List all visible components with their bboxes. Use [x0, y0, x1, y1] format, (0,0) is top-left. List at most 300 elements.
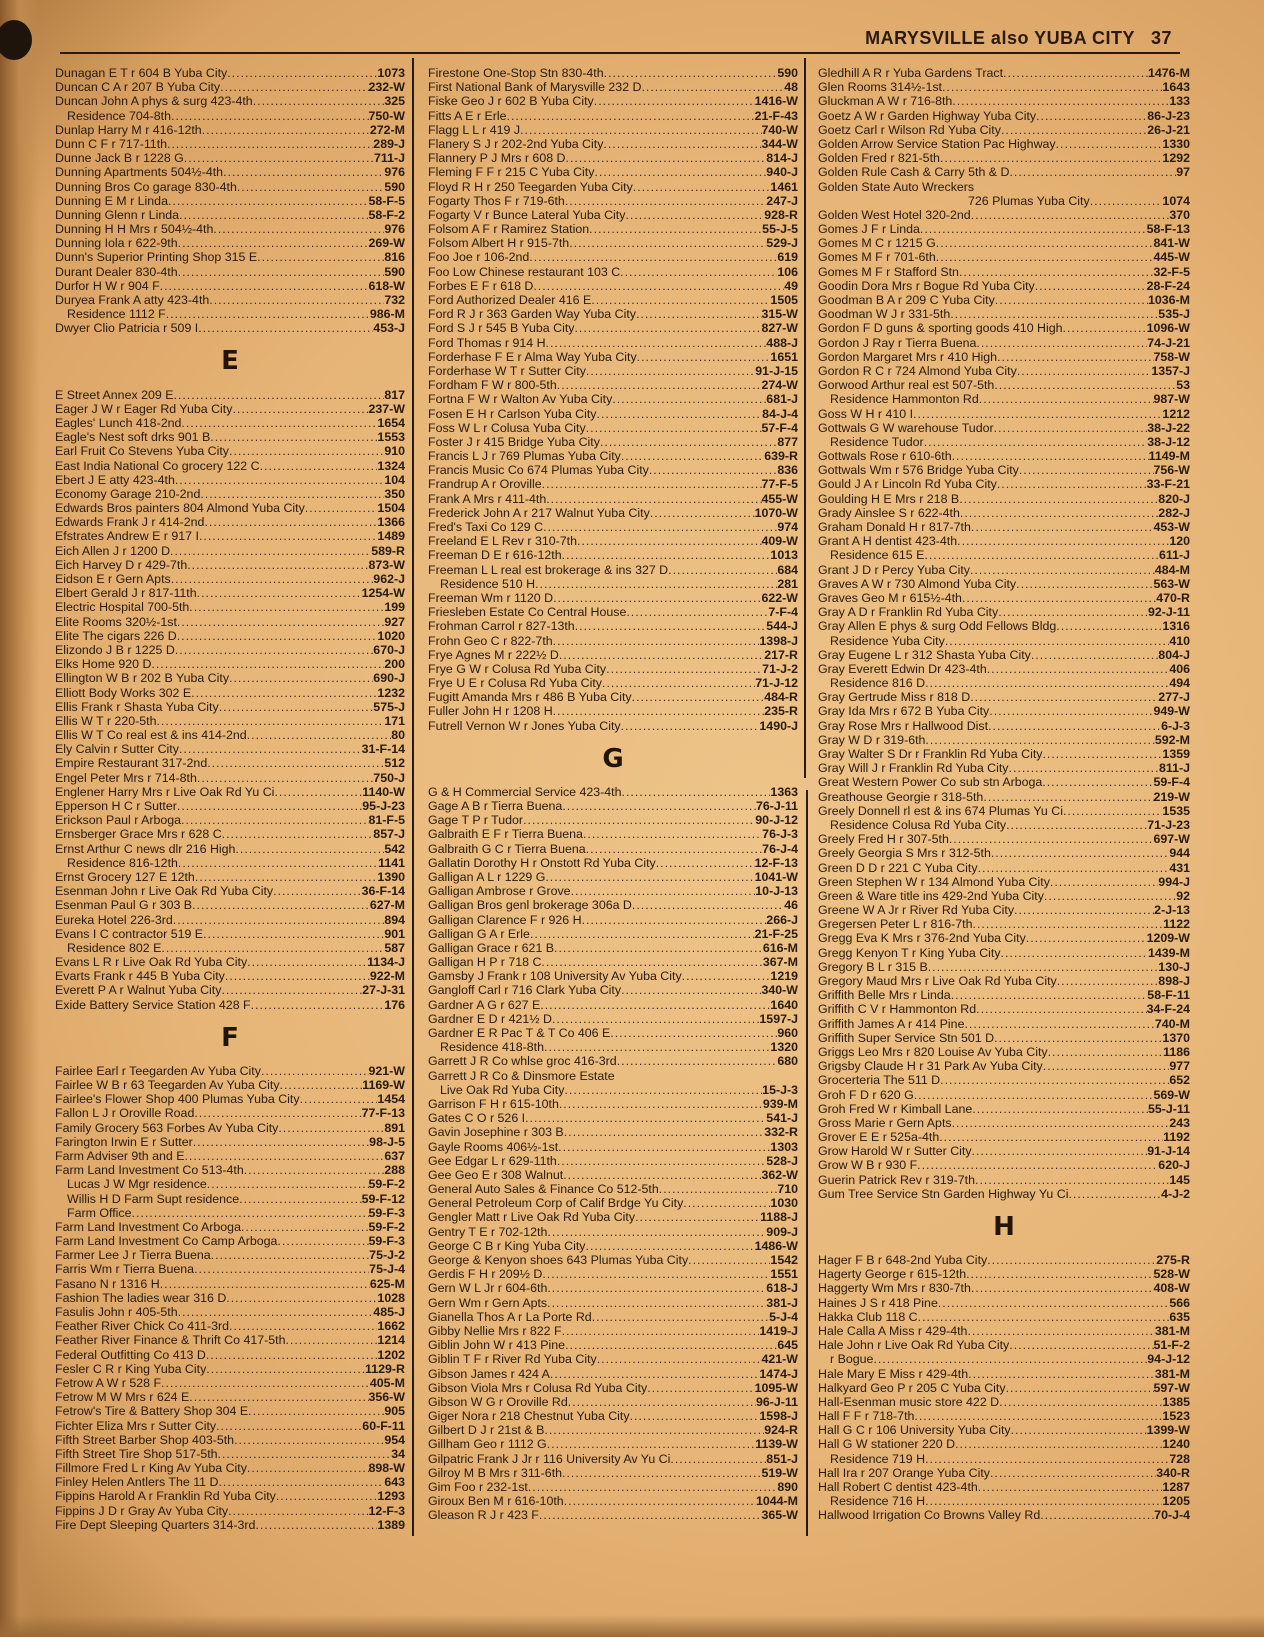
dot-leader [547, 1437, 756, 1451]
directory-entry [818, 917, 1190, 931]
dot-leader [688, 1253, 770, 1267]
dot-leader [170, 544, 371, 558]
directory-entry [428, 477, 798, 491]
listing-name-address: Esenman John r Live Oak Rd Yuba City [55, 884, 274, 899]
phone-number: 94-J-12 [1147, 1352, 1190, 1367]
dot-leader [203, 927, 384, 941]
directory-entry [818, 1409, 1190, 1423]
directory-entry [55, 1475, 405, 1489]
phone-number: 176 [384, 997, 405, 1012]
phone-number: 1651 [770, 349, 798, 364]
listing-name-address: Ellis W T r 220-5th [55, 713, 157, 728]
dot-leader [187, 558, 368, 572]
phone-number: 590 [384, 179, 405, 194]
listing-name-address: Gray Eugene L r 312 Shasta Yuba City [818, 647, 1031, 662]
directory-entry [55, 1447, 405, 1461]
listing-name-address: Elliott Body Works 302 E [55, 685, 192, 700]
dot-leader [994, 378, 1176, 392]
dot-leader [1056, 137, 1163, 151]
listing-name-address: Fifth Street Barber Shop 403-5th [55, 1432, 235, 1447]
listing-name-address: Gibson W G r Oroville Rd [428, 1394, 568, 1409]
listing-name-address: Family Grocery 563 Forbes Av Yuba City [55, 1120, 279, 1135]
dot-leader [535, 577, 777, 591]
phone-number: 59-F-3 [368, 1234, 405, 1249]
listing-name-address: Green D D r 221 C Yuba City [818, 860, 978, 875]
listing-name-address: Live Oak Rd Yuba City [440, 1082, 565, 1097]
directory-entry [818, 846, 1190, 860]
directory-entry [428, 998, 798, 1012]
dot-leader [959, 265, 1154, 279]
dot-leader [603, 137, 761, 151]
phone-number: 356-W [368, 1390, 405, 1405]
directory-entry [55, 194, 405, 208]
dot-leader [273, 884, 362, 898]
directory-entry [55, 151, 405, 165]
dot-leader [566, 151, 767, 165]
dot-leader [964, 1017, 1154, 1031]
listing-name-address: Griffith James A r 414 Pine [818, 1016, 965, 1031]
phone-number: 643 [384, 1475, 405, 1490]
phone-number: 1122 [1163, 917, 1190, 932]
listing-name-address: Galligan A L r 1229 G [428, 869, 546, 884]
dot-leader [255, 1518, 377, 1532]
directory-entry [428, 1196, 798, 1210]
dot-leader [177, 629, 378, 643]
listing-name-address: Fleming F F r 215 C Yuba City [428, 165, 595, 180]
phone-number: 1461 [770, 179, 798, 194]
directory-entry [428, 884, 798, 898]
dot-leader [1056, 619, 1162, 633]
dot-leader [175, 643, 373, 657]
directory-entry [818, 378, 1190, 392]
directory-entry [428, 180, 798, 194]
listing-name-address: Gardner E R Pac T & T Co 406 E [428, 1026, 611, 1040]
dot-leader [550, 1367, 760, 1381]
directory-entry [55, 1291, 405, 1305]
directory-entry [55, 1092, 405, 1106]
dot-leader [177, 615, 384, 629]
listing-name-address: Grow W B r 930 F [818, 1158, 918, 1173]
dot-leader [1043, 1059, 1170, 1073]
dot-leader [530, 927, 755, 941]
dot-leader [586, 364, 755, 378]
phone-number: 728 [1169, 1451, 1190, 1466]
phone-number: 90-J-12 [755, 813, 798, 828]
dot-leader [971, 520, 1154, 534]
dot-leader [219, 700, 374, 714]
phone-number: 1292 [1162, 151, 1190, 166]
listing-name-address: Durfor H W r 904 F [55, 278, 160, 293]
directory-entry [55, 898, 405, 912]
directory-entry [55, 265, 405, 279]
dot-leader [156, 714, 384, 728]
listing-name-address: Ford S J r 545 B Yuba City [428, 321, 575, 336]
dot-leader [971, 208, 1170, 222]
phone-number: 1254-W [361, 586, 405, 601]
phone-number: 976 [384, 165, 405, 180]
directory-entry [428, 1168, 798, 1182]
dot-leader [621, 983, 761, 997]
phone-number: 590 [777, 66, 798, 80]
dot-leader [975, 1173, 1169, 1187]
directory-entry [55, 572, 405, 586]
listing-name-address: Ellis Frank r Shasta Yuba City [55, 699, 219, 714]
listing-name-address: Forbes E F r 618 D [428, 278, 534, 293]
phone-number: 488-J [766, 335, 798, 350]
dot-leader [582, 913, 767, 927]
phone-number: 962-J [373, 572, 405, 586]
listing-name-address: Forderhase W T r Sutter City [428, 363, 586, 378]
phone-number: 409-W [761, 534, 798, 549]
directory-entry [428, 813, 798, 827]
listing-name-address: Gillham Geo r 1112 G [428, 1437, 547, 1452]
phone-number: 618-W [368, 278, 405, 293]
dot-leader [913, 407, 1162, 421]
dot-leader [920, 222, 1147, 236]
directory-entry [428, 1154, 798, 1168]
dot-leader [615, 1069, 798, 1083]
directory-entry [818, 1130, 1190, 1144]
listing-name-address: Freeman Wm r 1120 D [428, 590, 554, 605]
phone-number: 944 [1169, 846, 1190, 861]
phone-number: 421-W [761, 1352, 798, 1367]
phone-number: 974 [777, 520, 798, 534]
directory-entry [428, 307, 798, 321]
listing-name-address: Giblin John W r 413 Pine [428, 1338, 566, 1353]
listing-name-address: Farm Land Investment Co Camp Arboga [55, 1234, 278, 1249]
listing-name-address: Galligan Bros genl brokerage 306a D [428, 898, 632, 913]
header-title: MARYSVILLE also YUBA CITY [865, 28, 1135, 48]
dot-leader [966, 1267, 1153, 1281]
directory-entry [818, 1296, 1190, 1310]
listing-name-address: Gum Tree Service Stn Garden Highway Yu Ci [818, 1186, 1069, 1201]
listing-name-address: Glen Rooms 314½-1st [818, 80, 942, 95]
dot-leader [620, 265, 777, 279]
phone-number: 1044-M [755, 1494, 798, 1509]
phone-number: 232-W [368, 80, 405, 95]
phone-number: 28-F-24 [1146, 278, 1190, 293]
directory-column-2 [428, 66, 798, 1523]
dot-leader [547, 1281, 766, 1295]
phone-number: 362-W [761, 1167, 798, 1182]
dot-leader [925, 676, 1169, 690]
directory-entry [818, 1102, 1190, 1116]
phone-number: 697-W [1153, 832, 1190, 847]
phone-number: 33-F-21 [1146, 477, 1190, 492]
phone-number: 91-J-14 [1147, 1144, 1190, 1159]
listing-name-address: Galbraith E F r Tierra Buena [428, 827, 583, 842]
listing-name-address: Economy Garage 210-2nd [55, 486, 201, 501]
listing-name-address: Eich Allen J r 1200 D [55, 543, 171, 558]
dot-leader [612, 392, 766, 406]
listing-name-address: Grocerteria The 511 D [818, 1073, 941, 1088]
phone-number: 75-J-2 [369, 1248, 405, 1263]
listing-name-address: Ebert J E atty 423-4th [55, 472, 175, 487]
directory-sub-entry [55, 1192, 405, 1206]
phone-number: 59-F-12 [361, 1191, 405, 1206]
directory-entry [428, 1012, 798, 1026]
listing-name-address: Fairlee's Flower Shop 400 Plumas Yuba City [55, 1092, 300, 1107]
listing-name-address: Grant A H dentist 423-4th [818, 534, 958, 549]
directory-entry [818, 747, 1190, 761]
directory-entry [428, 690, 798, 704]
dot-leader [952, 94, 1169, 108]
listing-name-address: Gage A B r Tierra Buena [428, 799, 563, 813]
listing-name-address: Fitts A E r Erle [428, 108, 507, 123]
listing-name-address: Englener Harry Mrs r Live Oak Rd Yu Ci [55, 784, 275, 799]
directory-entry [55, 629, 405, 643]
directory-entry [428, 1253, 798, 1267]
phone-number: 75-J-4 [369, 1262, 405, 1277]
phone-number: 200 [384, 657, 405, 672]
dot-leader [574, 321, 761, 335]
directory-sub-entry [428, 1040, 798, 1054]
listing-name-address: Gomes J F r Linda [818, 222, 920, 237]
directory-entry [428, 955, 798, 969]
dot-leader [1009, 165, 1176, 179]
dot-leader [670, 1452, 766, 1466]
listing-name-address: Dunning Iola r 622-9th [55, 236, 178, 251]
phone-number: 1363 [770, 784, 798, 799]
listing-name-address: Golden Rule Cash & Carry 5th & D [818, 165, 1010, 180]
phone-number: 1490-J [759, 718, 798, 733]
listing-name-address: Elite The cigars 226 D [55, 628, 177, 643]
dot-leader [543, 520, 777, 534]
listing-name-address: Fairlee Earl r Teegarden Av Yuba City [55, 1063, 261, 1078]
phone-number: 365-W [761, 1508, 798, 1523]
listing-name-address: Gleason R J r 423 F [428, 1508, 539, 1523]
dot-leader [621, 449, 764, 463]
listing-name-address: Erickson Paul r Arboga [55, 813, 182, 828]
listing-name-address: Gorwood Arthur real est 507-5th [818, 378, 995, 393]
listing-name-address: Fetrow A W r 528 F [55, 1375, 162, 1390]
phone-number: 589-R [371, 543, 405, 558]
phone-number: 811-J [1158, 761, 1190, 776]
listing-name-address: Gordon J Ray r Tierra Buena [818, 335, 977, 350]
directory-sub-entry [55, 941, 405, 955]
directory-entry [55, 1106, 405, 1120]
directory-entry [428, 250, 798, 264]
dot-leader [541, 955, 762, 969]
dot-leader [173, 913, 385, 927]
directory-entry [818, 463, 1190, 477]
listing-name-address: Foo Joe r 106-2nd [428, 250, 530, 265]
directory-entry [55, 771, 405, 785]
directory-entry [55, 913, 405, 927]
listing-name-address: Flannery P J Mrs r 608 D [428, 151, 566, 166]
dot-leader [649, 463, 777, 477]
phone-number: 1662 [377, 1319, 405, 1334]
listing-name-address: Forderhase F E r Alma Way Yuba City [428, 349, 637, 364]
directory-entry [428, 941, 798, 955]
listing-name-address: Farm Office [67, 1205, 132, 1220]
dot-leader [586, 1239, 755, 1253]
directory-entry [818, 605, 1190, 619]
dot-leader [247, 1461, 369, 1475]
dot-leader [617, 1054, 778, 1068]
phone-number: 1020 [377, 628, 405, 643]
phone-number: 1134-J [367, 955, 405, 970]
directory-entry [818, 1088, 1190, 1102]
dot-leader [257, 250, 384, 264]
listing-name-address: Dunn C F r 717-11th [55, 136, 168, 151]
directory-entry [428, 662, 798, 676]
directory-entry [428, 1054, 798, 1068]
phone-number: 1597-J [759, 1011, 798, 1026]
listing-name-address: Gottwals Wm r 576 Bridge Yuba City [818, 463, 1019, 478]
directory-entry [818, 1253, 1190, 1267]
directory-entry [55, 501, 405, 515]
phone-number: 851-J [766, 1451, 798, 1466]
phone-number: 15-J-3 [762, 1082, 798, 1097]
listing-name-address: Griggs Leo Mrs r 820 Louise Av Yuba City [818, 1044, 1048, 1059]
listing-name-address: Griffith Super Service Stn 501 D [818, 1030, 995, 1045]
listing-name-address: Gage T P r Tudor [428, 813, 524, 828]
dot-leader [544, 1423, 764, 1437]
listing-name-address: Lucas J W Mgr residence [67, 1177, 207, 1192]
directory-entry [818, 988, 1190, 1002]
dot-leader [1009, 1338, 1153, 1352]
directory-entry [428, 407, 798, 421]
directory-entry [55, 444, 405, 458]
phone-number: 106 [777, 264, 798, 279]
directory-entry [428, 534, 798, 548]
directory-entry [428, 137, 798, 151]
dot-leader [161, 1376, 370, 1390]
listing-name-address: Gordon Margaret Mrs r 410 High [818, 349, 998, 364]
directory-entry [428, 265, 798, 279]
dot-leader [606, 662, 762, 676]
directory-entry [818, 704, 1190, 718]
directory-entry [55, 615, 405, 629]
directory-entry [428, 1210, 798, 1224]
listing-name-address: Haggerty Wm Mrs r 830-7th [818, 1281, 971, 1296]
listing-name-address: Galligan Ambrose r Grove [428, 884, 571, 899]
directory-entry [428, 676, 798, 690]
directory-sub-entry [55, 1177, 405, 1191]
directory-entry [428, 293, 798, 307]
phone-number: 266-J [766, 912, 798, 927]
directory-entry [55, 998, 405, 1012]
phone-number: 96-J-11 [755, 1394, 798, 1409]
directory-entry [818, 1267, 1190, 1281]
dot-leader [177, 799, 362, 813]
phone-number: 804-J [1158, 647, 1190, 662]
directory-entry [428, 1310, 798, 1324]
phone-number: 91-J-15 [755, 363, 798, 378]
dot-leader [995, 293, 1148, 307]
directory-entry [428, 1097, 798, 1111]
dot-leader [559, 1097, 763, 1111]
directory-entry [55, 827, 405, 841]
dot-leader [229, 671, 373, 685]
listing-name-address: Dwyer Clio Patricia r 509 I [55, 321, 199, 336]
dot-leader [626, 605, 768, 619]
phone-number: 408-W [1153, 1281, 1190, 1296]
directory-entry [818, 1116, 1190, 1130]
dot-leader [206, 1362, 365, 1376]
directory-entry [55, 279, 405, 293]
dot-leader [918, 1310, 1170, 1324]
listing-name-address: Friesleben Estate Co Central House [428, 605, 627, 620]
listing-name-address: Gottwals Rose r 610-6th [818, 449, 952, 464]
directory-sub-entry [55, 307, 405, 321]
listing-name-address: Gray Will J r Franklin Rd Yuba City [818, 761, 1009, 776]
listing-name-address: Frohn Geo C r 822-7th [428, 633, 553, 648]
dot-leader [253, 94, 385, 108]
listing-name-address: Guerin Patrick Rev r 319-7th [818, 1172, 976, 1187]
listing-name-address: Garrett J R Co & Dinsmore Estate [428, 1068, 615, 1083]
dot-leader [261, 1064, 369, 1078]
phone-number: 1149-M [1148, 449, 1190, 464]
dot-leader [991, 846, 1169, 860]
dot-leader [683, 1196, 770, 1210]
phone-number: 133 [1169, 94, 1190, 109]
phone-number: 740-M [1154, 1016, 1190, 1031]
phone-number: 690-J [373, 671, 405, 686]
dot-leader [553, 704, 765, 718]
phone-number: 639-R [764, 449, 798, 464]
listing-name-address: Dunning H H Mrs r 504½-4th [55, 222, 214, 237]
directory-entry [55, 321, 405, 335]
dot-leader [194, 1262, 369, 1276]
directory-entry [55, 1333, 405, 1347]
listing-name-address: Giblin T F r River Rd Yuba City [428, 1352, 597, 1367]
phone-number: 1489 [377, 529, 405, 544]
directory-entry [55, 1163, 405, 1177]
dot-leader [1017, 364, 1152, 378]
dot-leader [542, 477, 762, 491]
listing-name-address: Residence Yuba City [830, 633, 945, 648]
dot-leader [529, 250, 777, 264]
directory-entry [428, 785, 798, 799]
directory-entry [818, 180, 1190, 194]
dot-leader [924, 548, 1159, 562]
dot-leader [244, 1163, 385, 1177]
directory-entry [428, 719, 798, 733]
dot-leader [1035, 279, 1147, 293]
dot-leader [873, 1352, 1147, 1366]
dot-leader [1036, 109, 1147, 123]
listing-name-address: Residence 704-8th [67, 108, 172, 123]
dot-leader [936, 236, 1154, 250]
listing-name-address: r Bogue [830, 1352, 874, 1367]
directory-entry [818, 1466, 1190, 1480]
directory-entry [428, 1026, 798, 1040]
directory-entry [818, 109, 1190, 123]
listing-name-address: Gray Gertrude Miss r 818 D [818, 690, 971, 705]
listing-name-address: Fosen E H r Carlson Yuba City [428, 406, 597, 421]
dot-leader [229, 444, 384, 458]
dot-leader [983, 790, 1153, 804]
listing-name-address: Goetz A W r Garden Highway Yuba City [818, 108, 1037, 123]
dot-leader [520, 123, 761, 137]
dot-leader [914, 1088, 1154, 1102]
directory-entry [428, 563, 798, 577]
dot-leader [239, 1192, 361, 1206]
running-header [865, 28, 1172, 49]
dot-leader [204, 515, 377, 529]
directory-entry [428, 1508, 798, 1522]
column-divider [806, 790, 808, 1536]
directory-entry [428, 435, 798, 449]
dot-leader [1001, 123, 1147, 137]
directory-entry [55, 1348, 405, 1362]
phone-number: 1389 [377, 1517, 405, 1532]
dot-leader [594, 94, 755, 108]
listing-name-address: Gregg Eva K Mrs r 376-2nd Yuba City [818, 931, 1026, 946]
phone-number: 38-J-12 [1147, 434, 1190, 449]
